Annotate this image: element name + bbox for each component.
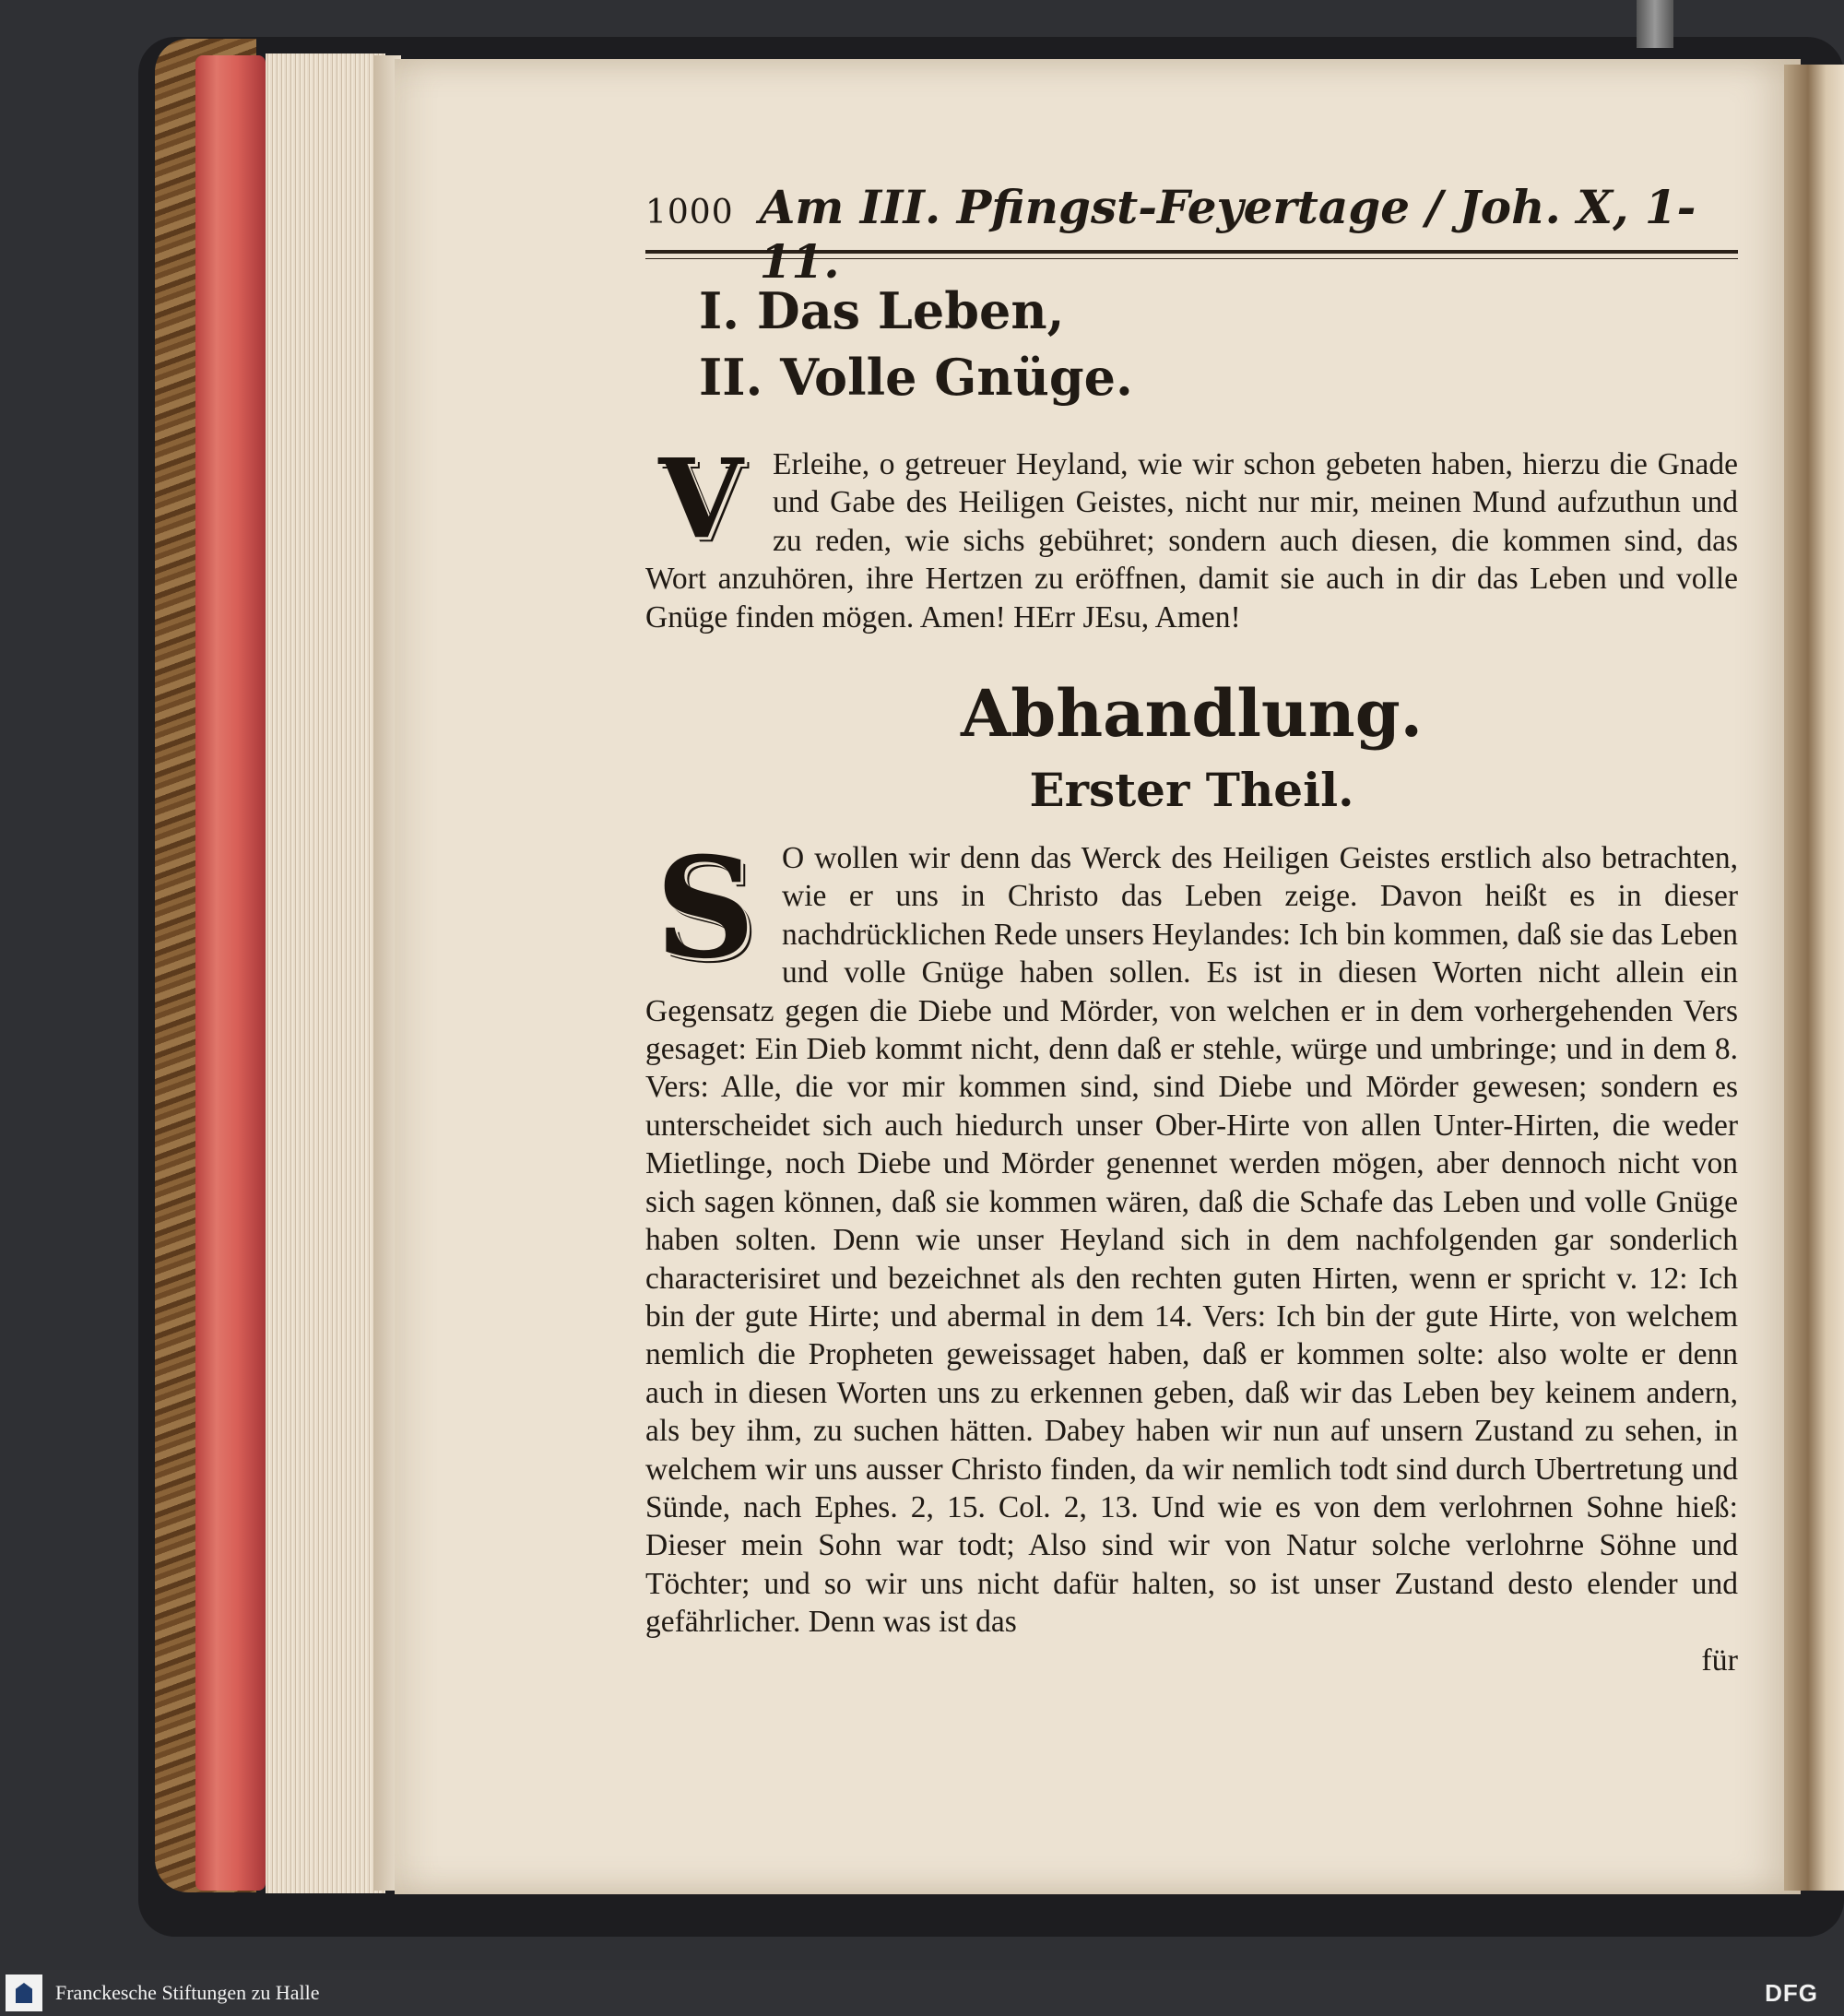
footer-institution[interactable]: Franckesche Stiftungen zu Halle [55, 1981, 320, 2004]
point-2: II. Volle Gnüge. [699, 348, 1133, 407]
sermon-points [645, 278, 1738, 410]
stacked-page-edges [266, 53, 385, 1893]
dfg-logo[interactable]: DFG [1765, 1978, 1818, 2007]
point-1: I. Das Leben, [699, 281, 1065, 340]
running-head [645, 180, 1738, 289]
main-paragraph-text: O wollen wir denn das Werck des Heiligen Geistes erstlich also betrachten, wie er uns in Christo das Leben zeige. Davon heißt es in dieser nachdrücklichen Rede unsers Heylandes: Ich bin kommen, daß sie das Leben und volle Gnüge haben sollen. Es ist in diesen Worten nicht allein ein Gegensatz gegen die Diebe und Mörder, von welchen er in dem vorhergehenden Vers gesaget: Ein Dieb kommt nicht, denn daß er stehle, würge und umbringe; und in dem 8. Vers: Alle, die vor mir kommen sind, sind Diebe und Mörder gewesen; sondern es unterscheidet sich auch hiedurch unser Ober-Hirte von allen Unter-Hirten, die weder Mietlinge, noch Diebe und Mörder genennet werden mögen, aber dennoch nicht von sich sagen können, daß sie kommen wären, daß die Schafe das Leben und volle Gnüge haben solten. Denn wie unser Heyland sich in dem nachfolgenden gar sonderlich characterisiret und bezeichnet als den rechten guten Hirten, wenn er spricht v. 12: Ich bin der gute Hirte; und abermal in dem 14. Vers: Ich bin der gute Hirte, von welchem nemlich die Propheten geweissaget haben, daß er kommen solte: also wolte er denn auch in diesen Worten uns zu erkennen geben, daß wir das Leben bey keinem andern, als bey ihm, zu suchen hätten. Dabey haben wir nun auf unsern Zustand zu sehen, in welchem wir uns ausser Christo finden, da wir nemlich todt sind durch Ubertretung und Sünde, nach Ephes. 2, 15. Col. 2, 13. Und wie es von dem verlohrnen Sohne hieß: Dieser mein Sohn war todt; Also sind wir von Natur solche verlohrne Söhne und Töchter; und so wir uns nicht dafür halten, so ist unser Zustand desto elender und gefährlicher. Denn was ist das [645, 841, 1738, 1640]
running-title: Am III. Pfingst-Feyertage / Joh. X, 1-11. [759, 180, 1696, 289]
decorated-initial-v: V [658, 434, 743, 563]
main-paragraph [645, 827, 1738, 1642]
red-page-edges [195, 55, 266, 1891]
page-number: 1000 [645, 194, 734, 231]
book-gutter [1784, 65, 1844, 1891]
section-heading: Abhandlung. [960, 675, 1424, 753]
page-content [645, 180, 1738, 1678]
catchword: für [1701, 1642, 1738, 1678]
section-subheading: Erster Theil. [1029, 763, 1354, 818]
page-clip [1637, 0, 1673, 48]
decorated-initial-s: S [655, 827, 756, 990]
prayer-paragraph [645, 434, 1738, 636]
franckesche-stiftungen-logo-icon[interactable] [6, 1974, 42, 2011]
building-icon [16, 1983, 32, 2003]
viewer-footer [0, 1970, 1844, 2016]
prayer-text: Erleihe, o getreuer Heyland, wie wir schon gebeten haben, hierzu die Gnade und Gabe des Heiligen Geistes, nicht nur mir, meinen Mund aufzuthun und zu reden, wie sichs gebühret; sondern auch diesen, die kommen sind, das Wort anzuhören, ihre Hertzen zu eröffnen, damit sie auch in dir das Leben und volle Gnüge finden mögen. Amen! HErr JEsu, Amen! [645, 447, 1738, 634]
